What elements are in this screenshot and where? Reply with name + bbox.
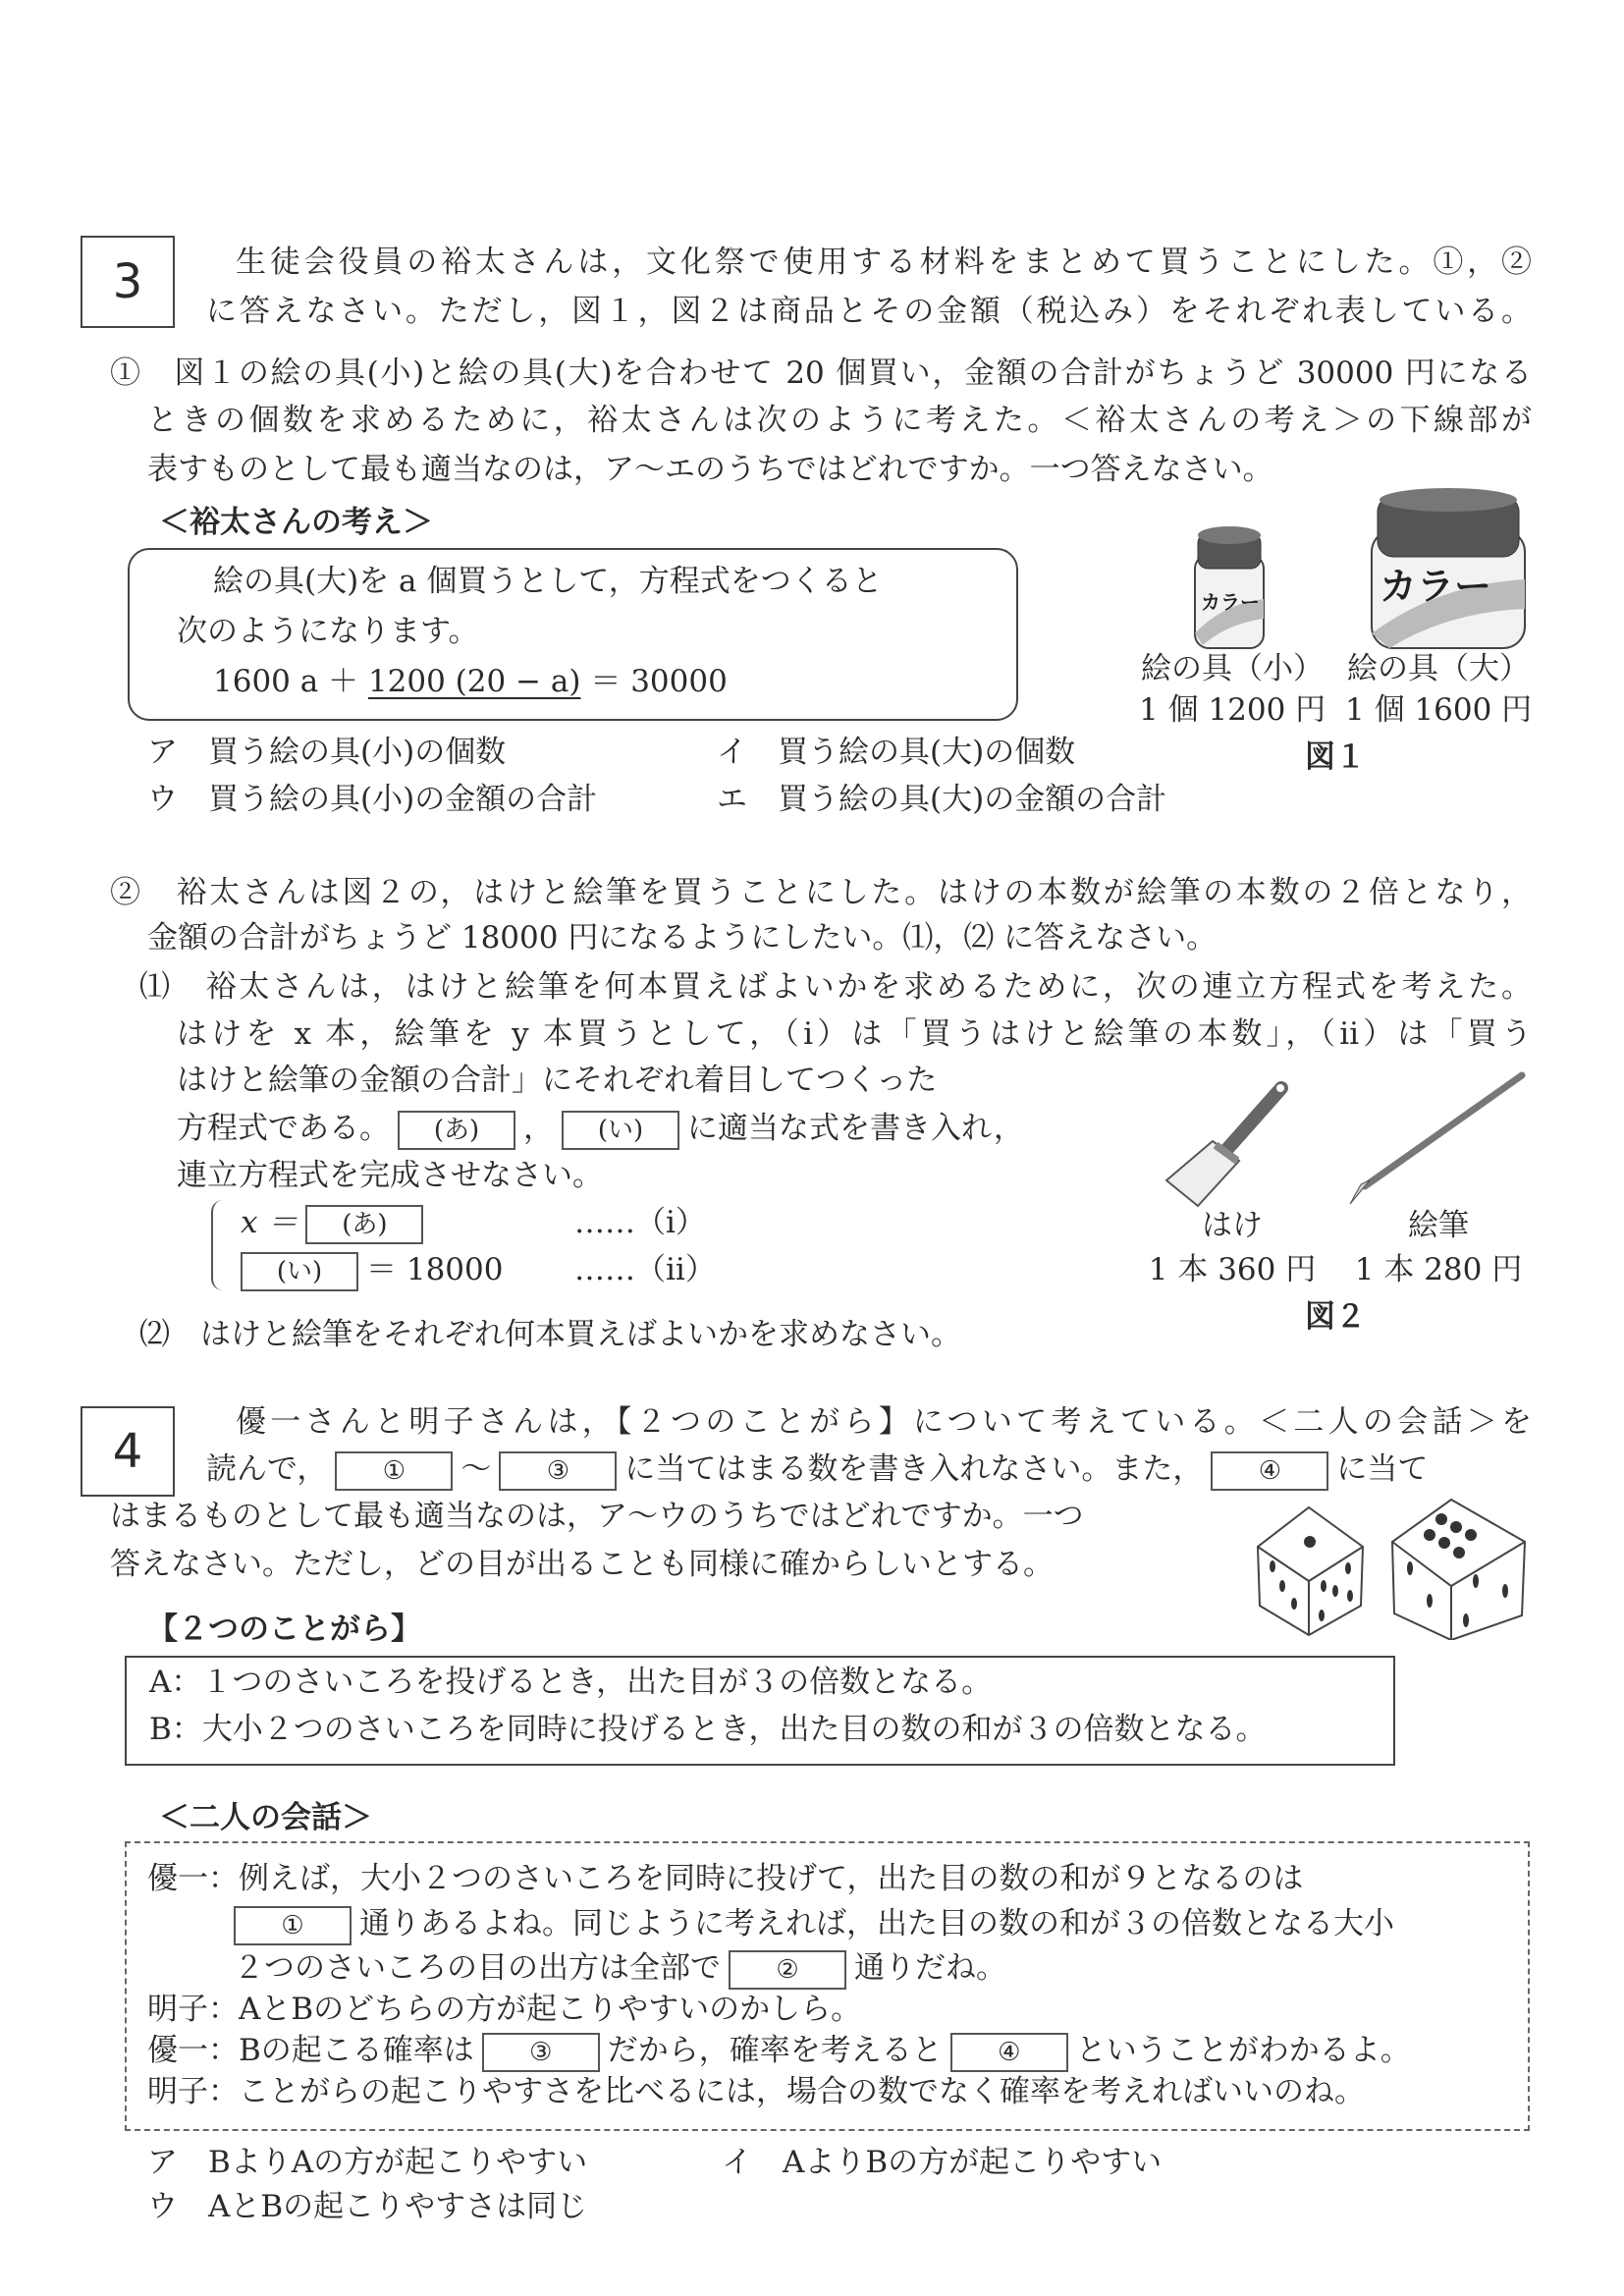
text: だから，確率を考えると xyxy=(607,2033,943,2068)
text: ２つのさいころの目の出方は全部で xyxy=(234,1950,721,1986)
talk-line6: 明子：ことがらの起こりやすさを比べるには，場合の数でなく確率を考えればいいのね。 xyxy=(147,2074,1365,2109)
text: ， xyxy=(523,1111,554,1146)
idea-line2: 次のようになります。 xyxy=(177,614,479,649)
q4-choice-i: イ AよりBの方が起こりやすい xyxy=(722,2145,1163,2180)
talk-line1: 優一：例えば，大小２つのさいころを同時に投げて，出た目の数の和が９となるのは xyxy=(147,1861,1304,1896)
text: 優一：Bの起こる確率は xyxy=(147,2033,474,2068)
choice-e: エ 買う絵の具(大)の金額の合計 xyxy=(717,782,1167,817)
q3-p2-s1-line1: ⑴ 裕太さんは，はけと絵筆を何本買えばよいかを求めるために，次の連立方程式を考えた。 xyxy=(139,969,1532,1005)
blank-1[interactable]: ① xyxy=(335,1451,453,1491)
eq-right: ＝ 30000 xyxy=(580,664,728,699)
figure2-caption: 図２ xyxy=(1305,1299,1366,1335)
talk-line2 xyxy=(226,1902,1394,1945)
q3-intro-line1: 生徒会役員の裕太さんは，文化祭で使用する材料をまとめて買うことにした。①，② xyxy=(236,245,1532,280)
eq2-blank-i[interactable]: (い) xyxy=(241,1252,358,1291)
talk-blank-2[interactable]: ② xyxy=(729,1950,846,1990)
equation-2-tag: ……（ⅱ） xyxy=(574,1252,716,1287)
svg-text:カラー: カラー xyxy=(1380,564,1492,608)
q4-line4: 答えなさい。ただし，どの目が出ることも同様に確からしいとする。 xyxy=(110,1547,1054,1582)
eq1-blank-a[interactable]: (あ) xyxy=(305,1205,423,1244)
fact-a: A：１つのさいころを投げるとき，出た目が３の倍数となる。 xyxy=(149,1665,993,1700)
idea-line1: 絵の具(大)を a 個買うとして，方程式をつくると xyxy=(213,564,883,599)
text: 〜 xyxy=(460,1451,492,1487)
q3-p1-line3: 表すものとして最も適当なのは，ア〜エのうちではどれですか。一つ答えなさい。 xyxy=(147,452,1273,487)
large-paint-name: 絵の具（大） xyxy=(1347,651,1530,686)
text: に当て xyxy=(1336,1451,1429,1487)
talk-line3 xyxy=(234,1946,1006,1990)
pen-price: 1 本 280 円 xyxy=(1354,1252,1523,1287)
q3-p1-line1: ① 図１の絵の具(小)と絵の具(大)を合わせて 20 個買い，金額の合計がちょうど 30000 円になる xyxy=(110,355,1532,391)
text: 通りだね。 xyxy=(854,1950,1006,1986)
paint-jars-figure xyxy=(1183,486,1537,653)
q3-p2-line1: ② 裕太さんは図２の，はけと絵筆を買うことにした。はけの本数が絵筆の本数の２倍となり， xyxy=(110,875,1532,910)
q4-line1: 優一さんと明子さんは，【２つのことがら】について考えている。＜二人の会話＞を xyxy=(236,1404,1532,1440)
small-jar-icon xyxy=(1195,526,1264,648)
talk-line5 xyxy=(147,2029,1411,2072)
equation-2 xyxy=(233,1248,503,1291)
eq1-left: x ＝ xyxy=(241,1205,298,1240)
idea-equation xyxy=(213,660,728,703)
brush-price: 1 本 360 円 xyxy=(1148,1252,1317,1287)
text: に適当な式を書き入れ， xyxy=(687,1111,1024,1146)
blank-4[interactable]: ④ xyxy=(1211,1451,1328,1491)
text: 方程式である。 xyxy=(177,1111,390,1146)
talk-heading: ＜二人の会話＞ xyxy=(159,1800,372,1835)
q3-p2-line2: 金額の合計がちょうど 18000 円になるようにしたい。⑴，⑵ に答えなさい。 xyxy=(147,920,1218,956)
eq-left: 1600 a ＋ xyxy=(213,664,368,699)
system-brace xyxy=(211,1200,225,1290)
die-small-icon xyxy=(1258,1507,1363,1635)
text: に当てはまる数を書き入れなさい。また， xyxy=(624,1451,1204,1487)
die-large-icon xyxy=(1392,1500,1525,1640)
q4-choice-a: ア BよりAの方が起こりやすい xyxy=(147,2145,588,2180)
q3-p2-s1-line3: はけと絵筆の金額の合計」にそれぞれ着目してつくった xyxy=(177,1063,938,1098)
pen-name: 絵筆 xyxy=(1408,1208,1469,1243)
blank-3[interactable]: ③ xyxy=(499,1451,617,1491)
eq-underlined: 1200 (20 − a) xyxy=(367,664,581,699)
svg-text:カラー: カラー xyxy=(1201,590,1260,614)
figure1-caption: 図１ xyxy=(1305,739,1366,775)
q3-p2-s1-line4 xyxy=(177,1107,1024,1150)
blank-i[interactable]: (い) xyxy=(562,1111,679,1150)
large-jar-icon xyxy=(1372,488,1525,648)
paint-brush-icon xyxy=(1166,1084,1284,1206)
fact-b: B：大小２つのさいころを同時に投げるとき，出た目の数の和が３の倍数となる。 xyxy=(149,1712,1267,1747)
text: 読んで， xyxy=(206,1451,328,1487)
text: 通りあるよね。同じように考えれば，出た目の数の和が３の倍数となる大小 xyxy=(359,1906,1394,1941)
q3-p2-s1-line2: はけを x 本，絵筆を y 本買うとして，（ⅰ）は「買うはけと絵筆の本数」，（ⅱ）は「買う xyxy=(177,1016,1532,1052)
equation-1-tag: ……（ⅰ） xyxy=(574,1205,706,1240)
talk-blank-1[interactable]: ① xyxy=(234,1906,352,1945)
talk-blank-4[interactable]: ④ xyxy=(950,2033,1068,2072)
q3-intro-line2: に答えなさい。ただし，図１，図２は商品とその金額（税込み）をそれぞれ表している。 xyxy=(206,294,1532,329)
brush-name: はけ xyxy=(1202,1208,1263,1243)
talk-blank-3[interactable]: ③ xyxy=(482,2033,600,2072)
choice-a: ア 買う絵の具(小)の個数 xyxy=(147,735,507,770)
eq2-right: ＝ 18000 xyxy=(366,1252,504,1287)
choice-i: イ 買う絵の具(大)の個数 xyxy=(717,735,1076,770)
equation-1 xyxy=(241,1201,431,1244)
blank-a[interactable]: (あ) xyxy=(398,1111,515,1150)
text: ということがわかるよ。 xyxy=(1075,2033,1411,2068)
small-paint-price: 1 個 1200 円 xyxy=(1139,692,1326,728)
q4-choice-u: ウ AとBの起こりやすさは同じ xyxy=(147,2189,588,2224)
q3-p1-line2: ときの個数を求めるために，裕太さんは次のように考えた。＜裕太さんの考え＞の下線部が xyxy=(147,403,1532,438)
large-paint-price: 1 個 1600 円 xyxy=(1345,692,1533,728)
q4-line3: はまるものとして最も適当なのは，ア〜ウのうちではどれですか。一つ xyxy=(110,1499,1084,1534)
q3-p2-s1-line5: 連立方程式を完成させなさい。 xyxy=(177,1158,603,1193)
question-number-4: 4 xyxy=(81,1406,175,1497)
choice-u: ウ 買う絵の具(小)の金額の合計 xyxy=(147,782,598,817)
brush-pen-figure xyxy=(1159,1070,1532,1208)
paint-pen-icon xyxy=(1350,1075,1522,1204)
talk-line4: 明子：AとBのどちらの方が起こりやすいのかしら。 xyxy=(147,1992,862,2027)
facts-heading: 【２つのことがら】 xyxy=(147,1612,421,1647)
question-number-3: 3 xyxy=(81,236,175,328)
small-paint-name: 絵の具（小） xyxy=(1141,651,1324,686)
dice-figure xyxy=(1255,1498,1535,1640)
q4-line2 xyxy=(206,1448,1428,1491)
idea-heading: ＜裕太さんの考え＞ xyxy=(159,505,433,540)
q3-p2-s2: ⑵ はけと絵筆をそれぞれ何本買えばよいかを求めなさい。 xyxy=(139,1317,961,1352)
